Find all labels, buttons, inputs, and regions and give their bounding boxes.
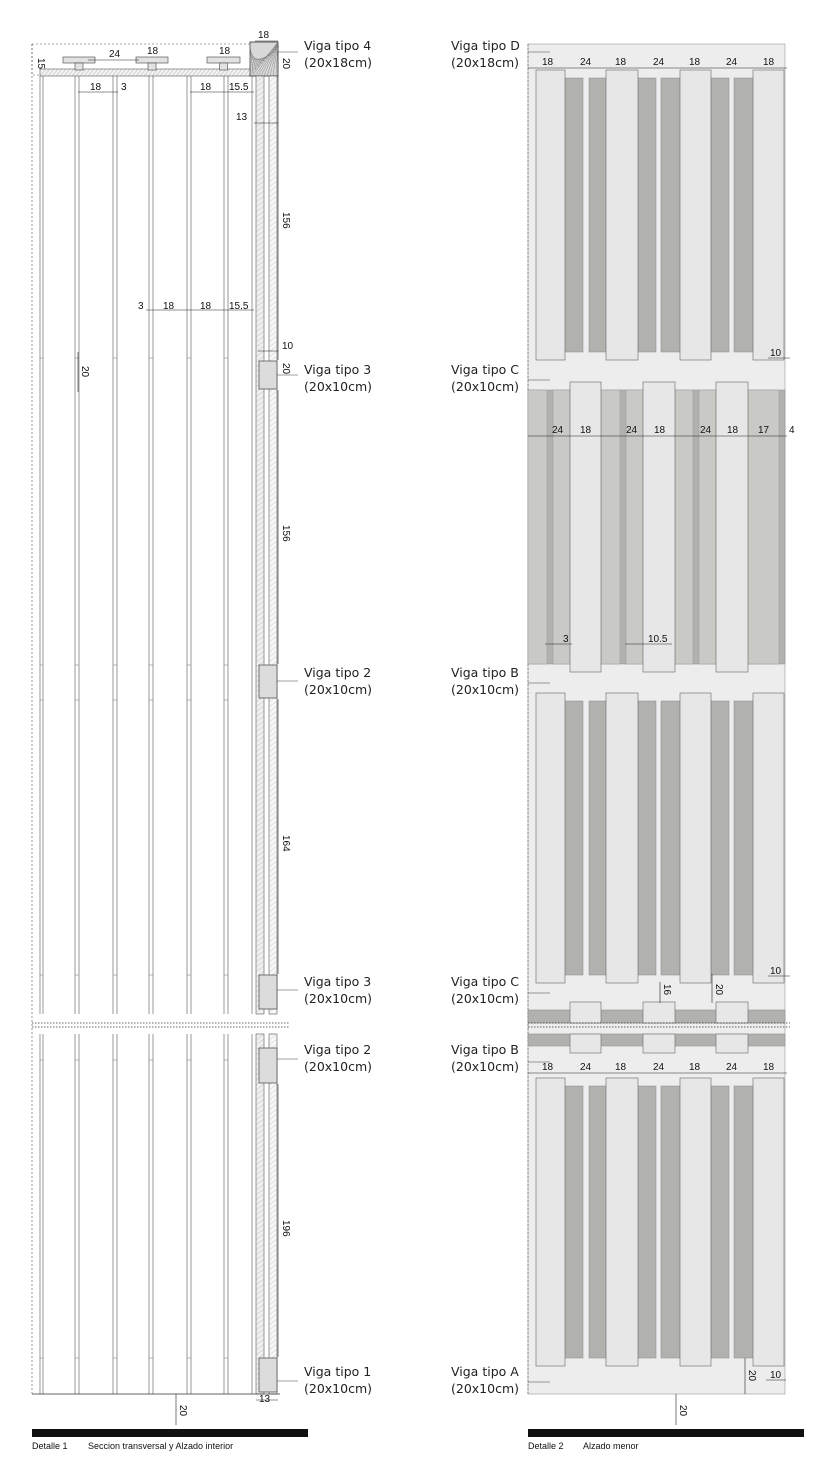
dim-row-value: 24 — [580, 1062, 592, 1073]
d1-beam-0-size: (20x18cm) — [304, 55, 373, 70]
dim-164: 164 — [280, 835, 291, 852]
beam-section-2b — [259, 1048, 277, 1083]
dim-row-value: 17 — [758, 425, 770, 436]
detail1-beam-labels — [304, 38, 372, 1396]
dim-row-value: 18 — [542, 57, 554, 68]
dark-slat — [711, 1086, 729, 1358]
dim-13-bottom: 13 — [259, 1394, 271, 1405]
dim-r2-3: 3 — [121, 82, 127, 93]
break-board — [716, 1034, 748, 1053]
dim-15: 15 — [35, 58, 46, 70]
dim-18-top: 18 — [258, 30, 270, 41]
detail2-elevation — [528, 44, 790, 1394]
detail2-beam-labels — [451, 38, 520, 1396]
dim-row-value: 24 — [552, 425, 564, 436]
dim-156a: 156 — [280, 212, 291, 229]
dim-r2-18b: 18 — [200, 82, 212, 93]
dim-row-value: 24 — [626, 425, 638, 436]
dim-20-left: 20 — [79, 366, 90, 378]
d2-dim-20-mid: 20 — [713, 984, 724, 996]
dim-row-value: 18 — [542, 1062, 554, 1073]
break-board — [570, 1002, 601, 1023]
dark-slat — [638, 701, 656, 975]
dim-156b: 156 — [280, 525, 291, 542]
d2-beam-5-size: (20x10cm) — [451, 1381, 520, 1396]
dim-row-value: 18 — [689, 57, 701, 68]
d2-beam-2-size: (20x10cm) — [451, 682, 520, 697]
light-board — [680, 1078, 711, 1366]
light-board — [536, 70, 565, 360]
light-board — [753, 70, 784, 360]
d2-dim-20-bottom: 20 — [746, 1370, 757, 1382]
caption-1-number: Detalle 1 — [32, 1441, 68, 1451]
beam-section-2a — [259, 665, 277, 698]
dark-slat — [638, 1086, 656, 1358]
mid-slat — [528, 390, 547, 664]
d2-beam-2-name: Viga tipo B — [451, 665, 519, 680]
detail1-dimensions — [35, 30, 294, 1425]
vertical-boards-lower — [40, 1034, 252, 1394]
dim-row-value: 18 — [654, 425, 666, 436]
d2-dim-16: 16 — [661, 984, 672, 996]
dim-row-value: 18 — [615, 1062, 627, 1073]
dim-196: 196 — [280, 1220, 291, 1237]
dim-18a: 18 — [147, 46, 159, 57]
caption-2-number: Detalle 2 — [528, 1441, 564, 1451]
break-board — [716, 1002, 748, 1023]
dark-slat — [661, 1086, 680, 1358]
dim-18b: 18 — [219, 46, 231, 57]
dim-row-value: 24 — [726, 57, 738, 68]
caption-2-text: Alzado menor — [583, 1441, 639, 1451]
top-clips — [63, 57, 240, 70]
d2-beam-5-name: Viga tipo A — [451, 1364, 519, 1379]
d2-beam-4-name: Viga tipo B — [451, 1042, 519, 1057]
d1-beam-5-name: Viga tipo 1 — [304, 1364, 372, 1379]
clip-stem — [75, 63, 83, 70]
dim-row-value: 24 — [653, 1062, 665, 1073]
light-board — [753, 1078, 784, 1366]
dark-slat — [661, 701, 680, 975]
dim-row-value: 18 — [763, 1062, 775, 1073]
dim-row-value: 18 — [580, 425, 592, 436]
light-board — [536, 693, 565, 983]
scale-bar-1 — [32, 1429, 308, 1437]
light-board — [680, 693, 711, 983]
dark-slat — [638, 78, 656, 352]
d1-beam-4-name: Viga tipo 2 — [304, 1042, 372, 1057]
d1-beam-3-size: (20x10cm) — [304, 991, 373, 1006]
light-board — [606, 693, 638, 983]
dark-slat — [734, 78, 753, 352]
dim-20-top: 20 — [280, 58, 291, 70]
d2-dim-10b: 10 — [770, 966, 782, 977]
dim-row-value: 18 — [727, 425, 739, 436]
dim-r3-18a: 18 — [163, 301, 175, 312]
d2-dim-10-5: 10.5 — [648, 634, 668, 645]
break-board — [570, 1034, 601, 1053]
scale-bar-2 — [528, 1429, 804, 1437]
dim-row-value: 18 — [615, 57, 627, 68]
clip-stem — [220, 63, 228, 70]
dark-slat — [711, 701, 729, 975]
light-board — [680, 70, 711, 360]
d2-beam-1-size: (20x10cm) — [451, 379, 520, 394]
dim-13: 13 — [236, 112, 248, 123]
dim-24: 24 — [109, 49, 121, 60]
dim-r3-155: 15.5 — [229, 301, 249, 312]
clip-stem — [148, 63, 156, 70]
clip-plate — [207, 57, 240, 63]
dim-row-value: 24 — [580, 57, 592, 68]
dim-row-value: 24 — [653, 57, 665, 68]
dark-slat — [734, 701, 753, 975]
dim-row-value: 24 — [700, 425, 712, 436]
d2-dim-3: 3 — [563, 634, 569, 645]
d2-beam-1-name: Viga tipo C — [451, 362, 519, 377]
d2-dim-20-base: 20 — [677, 1405, 688, 1417]
dim-r2-18a: 18 — [90, 82, 102, 93]
d2-beam-3-size: (20x10cm) — [451, 991, 520, 1006]
d1-beam-4-size: (20x10cm) — [304, 1059, 373, 1074]
dim-20-side: 20 — [280, 363, 291, 375]
dim-r3-18b: 18 — [200, 301, 212, 312]
d2-beam-3-name: Viga tipo C — [451, 974, 519, 989]
dim-r3-3: 3 — [138, 301, 144, 312]
dark-slat — [565, 701, 583, 975]
beam-section-3a — [259, 361, 277, 389]
dim-row-value: 4 — [789, 425, 795, 436]
d2-dim-10c: 10 — [770, 1370, 782, 1381]
caption-1-text: Seccion transversal y Alzado interior — [88, 1441, 234, 1451]
d1-beam-2-name: Viga tipo 2 — [304, 665, 372, 680]
dim-10: 10 — [282, 341, 294, 352]
d2-beam-0-name: Viga tipo D — [451, 38, 520, 53]
dim-row-value: 18 — [689, 1062, 701, 1073]
d1-beam-1-name: Viga tipo 3 — [304, 362, 372, 377]
d2-beam-4-size: (20x10cm) — [451, 1059, 520, 1074]
d2-beam-0-size: (20x18cm) — [451, 55, 520, 70]
dim-20-bottom: 20 — [177, 1405, 188, 1417]
d1-beam-2-size: (20x10cm) — [304, 682, 373, 697]
dark-slat — [734, 1086, 753, 1358]
dark-slat — [589, 78, 606, 352]
d1-beam-1-size: (20x10cm) — [304, 379, 373, 394]
vertical-boards-upper — [40, 76, 252, 1014]
break-board — [643, 1002, 675, 1023]
dark-slat — [565, 78, 583, 352]
dark-slat — [589, 701, 606, 975]
dim-row-value: 24 — [726, 1062, 738, 1073]
d1-beam-0-name: Viga tipo 4 — [304, 38, 372, 53]
light-board — [606, 70, 638, 360]
dark-slat — [661, 78, 680, 352]
beam-section-1 — [259, 1358, 277, 1392]
mid-slat — [601, 390, 620, 664]
break-board — [643, 1034, 675, 1053]
dim-row-value: 18 — [763, 57, 775, 68]
dark-slat — [565, 1086, 583, 1358]
d1-beam-3-name: Viga tipo 3 — [304, 974, 372, 989]
dim-r2-155: 15.5 — [229, 82, 249, 93]
beam-section-3b — [259, 975, 277, 1009]
light-board — [753, 693, 784, 983]
dark-slat — [711, 78, 729, 352]
light-board — [606, 1078, 638, 1366]
d2-dim-10a: 10 — [770, 348, 782, 359]
d1-beam-5-size: (20x10cm) — [304, 1381, 373, 1396]
clip-plate — [136, 57, 168, 63]
light-board — [536, 1078, 565, 1366]
mid-slat — [675, 390, 693, 664]
detail1-section — [32, 42, 298, 1394]
dark-slat — [589, 1086, 606, 1358]
